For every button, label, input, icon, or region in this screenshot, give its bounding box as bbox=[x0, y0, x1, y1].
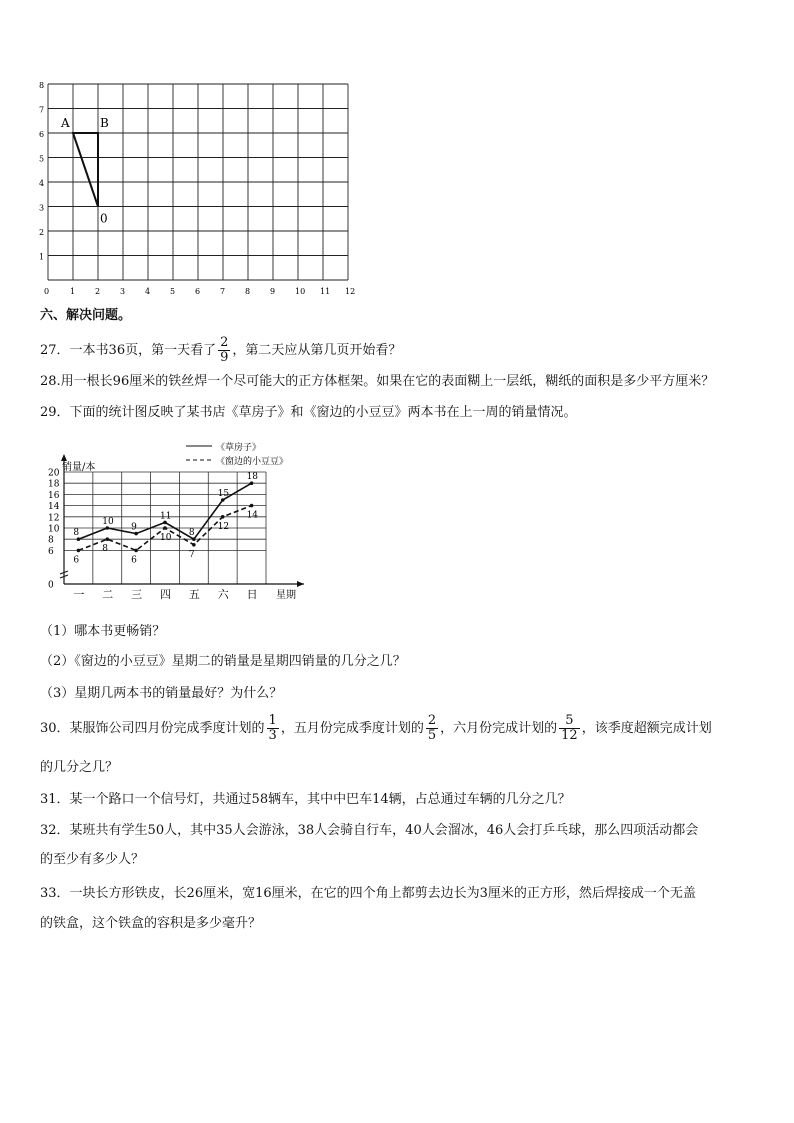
chart-data-label: 6 bbox=[73, 555, 80, 566]
chart-y-tick-label: 20 bbox=[48, 468, 60, 479]
q30-fraction-3-numerator: 5 bbox=[559, 714, 580, 729]
grid-x-tick-label: 6 bbox=[195, 287, 201, 296]
grid-x-tick-label: 7 bbox=[220, 287, 226, 296]
q27-text-pre: 27．一本书36页，第一天看了 bbox=[40, 343, 217, 358]
chart-y-tick-label: 12 bbox=[48, 513, 60, 524]
chart-data-point bbox=[221, 515, 225, 519]
q30-fraction-1-numerator: 1 bbox=[268, 713, 277, 728]
chart-data-label: 7 bbox=[188, 549, 195, 560]
q30-fraction-2 bbox=[426, 714, 438, 743]
q27-fraction bbox=[218, 336, 230, 365]
chart-data-label: 9 bbox=[131, 522, 137, 533]
chart-y-tick-label: 10 bbox=[48, 524, 60, 535]
chart-data-point bbox=[134, 549, 138, 553]
chart-y-axis-label: 销量/本 bbox=[62, 462, 96, 473]
chart-legend-label: 《窗边的小豆豆》 bbox=[216, 457, 289, 467]
chart-legend-label: 《草房子》 bbox=[216, 443, 262, 453]
chart-x-tick-label: 二 bbox=[102, 588, 114, 601]
question-29-sub-2: （2）《窗边的小豆豆》星期二的销量是星期四销量的几分之几？ bbox=[40, 654, 406, 669]
chart-y-tick-label: 8 bbox=[48, 535, 54, 546]
q30-text-post: ，该季度超额完成计划 bbox=[581, 721, 712, 736]
chart-data-label: 15 bbox=[217, 489, 230, 499]
chart-data-point bbox=[105, 537, 109, 541]
question-33-line-2: 的铁盒，这个铁盒的容积是多少毫升？ bbox=[40, 916, 262, 931]
sales-line-chart bbox=[38, 434, 328, 610]
chart-y-tick-label: 18 bbox=[48, 479, 60, 490]
question-30 bbox=[40, 714, 712, 743]
q30-fraction-2-numerator: 2 bbox=[427, 713, 437, 728]
grid-y-tick-label: 6 bbox=[39, 130, 45, 139]
chart-data-label: 8 bbox=[73, 528, 80, 539]
grid-x-tick-label: 5 bbox=[170, 287, 176, 296]
q30-text-pre: 30．某服饰公司四月份完成季度计划的 bbox=[40, 721, 265, 736]
question-33-line-1: 33．一块长方形铁皮，长26厘米，宽16厘米，在它的四个角上都剪去边长为3厘米的正方形，然后焊接成一个无盖 bbox=[40, 886, 696, 901]
q30-fraction-3 bbox=[559, 714, 580, 743]
grid-y-tick-label: 2 bbox=[39, 228, 45, 237]
question-32-line-2: 的至少有多少人？ bbox=[40, 852, 145, 867]
grid-y-tick-label: 8 bbox=[39, 81, 45, 90]
q30-fraction-1 bbox=[267, 714, 279, 743]
grid-x-tick-label: 9 bbox=[270, 287, 276, 296]
chart-data-point bbox=[192, 543, 196, 547]
coordinate-grid-figure bbox=[30, 80, 370, 300]
question-29: 29．下面的统计图反映了某书店《草房子》和《窗边的小豆豆》两本书在上一周的销量情况。 bbox=[40, 405, 577, 420]
question-30-line-2: 的几分之几？ bbox=[40, 760, 119, 775]
chart-data-point bbox=[250, 504, 254, 508]
chart-data-label: 10 bbox=[102, 517, 114, 527]
chart-data-point bbox=[163, 526, 167, 530]
chart-data-label: 18 bbox=[246, 472, 259, 483]
chart-x-tick-label: 一 bbox=[73, 588, 85, 601]
chart-x-tick-label: 六 bbox=[217, 588, 229, 601]
grid-x-tick-label: 2 bbox=[95, 287, 101, 296]
chart-y-tick-label: 14 bbox=[48, 502, 60, 513]
question-32-line-1: 32．某班共有学生50人，其中35人会游泳，38人会骑自行车，40人会溜冰，46人会打乒乓球，那么四项活动都会 bbox=[40, 823, 699, 838]
section-title: 六、解决问题。 bbox=[40, 308, 132, 323]
chart-data-label: 11 bbox=[160, 511, 172, 522]
q27-fraction-numerator: 2 bbox=[220, 335, 229, 350]
chart-x-axis-arrow bbox=[297, 581, 304, 587]
grid-x-tick-label: 3 bbox=[120, 287, 126, 296]
chart-x-tick-label: 四 bbox=[160, 588, 171, 601]
grid-y-tick-label: 4 bbox=[39, 179, 45, 188]
q30-text-mid2: ，六月份完成计划的 bbox=[440, 721, 558, 736]
question-31: 31．某一个路口一个信号灯，共通过58辆车，其中中巴车14辆，占总通过车辆的几分之几？ bbox=[40, 792, 571, 807]
chart-data-label: 8 bbox=[102, 544, 109, 555]
q30-fraction-2-denominator: 5 bbox=[427, 728, 437, 743]
grid-x-tick-label: 11 bbox=[320, 287, 331, 296]
q30-fraction-1-denominator: 3 bbox=[268, 728, 277, 743]
point-label-b: B bbox=[100, 116, 109, 130]
question-28: 28.用一根长96厘米的铁丝焊一个尽可能大的正方体框架。如果在它的表面糊上一层纸，糊纸的面积是多少平方厘米？ bbox=[40, 374, 715, 389]
q27-fraction-denominator: 9 bbox=[220, 350, 229, 365]
point-label-o: 0 bbox=[100, 211, 108, 226]
chart-data-label: 8 bbox=[188, 528, 195, 539]
chart-data-point bbox=[77, 549, 81, 553]
grid-x-tick-label: 10 bbox=[295, 287, 306, 296]
grid-y-tick-label: 5 bbox=[39, 154, 45, 164]
grid-x-tick-label: 12 bbox=[345, 287, 356, 296]
grid-x-tick-label: 4 bbox=[145, 287, 151, 296]
grid-y-tick-label: 7 bbox=[39, 105, 45, 115]
q27-text-post: ，第二天应从第几页开始看？ bbox=[232, 343, 402, 358]
grid-x-tick-label: 0 bbox=[44, 287, 50, 296]
chart-y-axis-arrow bbox=[61, 454, 67, 461]
chart-x-tick-label: 三 bbox=[131, 588, 143, 601]
grid-x-tick-label: 8 bbox=[245, 287, 251, 296]
chart-x-axis-label: 星期 bbox=[276, 590, 296, 601]
chart-data-label: 12 bbox=[217, 521, 230, 532]
question-29-sub-3: （3）星期几两本书的销量最好？为什么？ bbox=[40, 686, 283, 701]
point-label-a: A bbox=[61, 116, 70, 130]
chart-x-tick-label: 日 bbox=[246, 588, 258, 601]
chart-data-label: 6 bbox=[131, 555, 137, 566]
chart-data-label: 10 bbox=[160, 533, 172, 543]
chart-y-tick-label: 6 bbox=[48, 546, 54, 557]
grid-x-tick-label: 1 bbox=[70, 287, 76, 296]
chart-data-label: 14 bbox=[246, 510, 259, 521]
triangle-abo bbox=[73, 133, 98, 207]
chart-y-tick-label: 0 bbox=[48, 580, 54, 591]
grid-y-tick-label: 3 bbox=[39, 203, 45, 213]
q30-text-mid1: ，五月份完成季度计划的 bbox=[280, 721, 424, 736]
question-27 bbox=[40, 336, 401, 365]
chart-x-tick-label: 五 bbox=[188, 588, 200, 601]
q30-fraction-3-denominator: 12 bbox=[561, 728, 578, 743]
grid-y-tick-label: 1 bbox=[39, 252, 45, 262]
chart-y-tick-label: 16 bbox=[48, 490, 60, 501]
question-29-sub-1: （1）哪本书更畅销？ bbox=[40, 624, 166, 639]
